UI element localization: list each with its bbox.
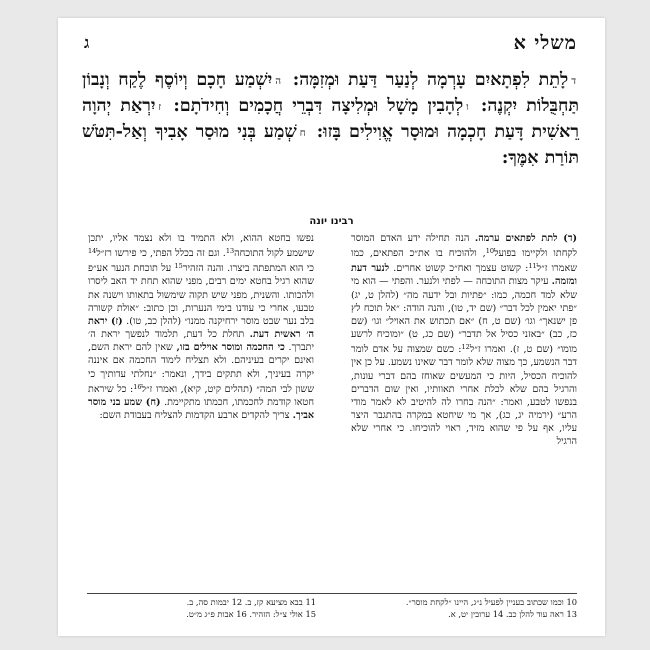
footnote-ref[interactable]: 12 xyxy=(461,343,470,352)
commentary-label: (ז) יראת ה׳ ראשית דעת. xyxy=(88,315,314,341)
commentary-text: תחלת כל דעת, תלמוד לנפשך יראת ה׳ יתברך. xyxy=(88,329,314,354)
page-number: ג xyxy=(84,33,90,52)
footnote-line: 15 אולי צ״ל: הזהיר. 16 אבות פ״ג מ״ט. xyxy=(186,609,316,619)
footnote-line: 11 בבא מציעא קז, ב. 12 יבמות סה, ב. xyxy=(186,597,316,607)
commentary-text: : כשם שמצוה על אדם לומר דבר הנשמע, כך מצוה שלא לומר דבר שאינו נשמע. על כן אין להוכיח הכסיל, היות כי המעשים שאוחז בהם דברי עונות, והרגיל בהם שלא לכלת אחרי תאוותיו, ואין שום הדברים בנפשו לטבע, ואמר: ״הנה בחרו לה להיטיב לא לאמר מודי הרע״ (ירמיה יג, כג), אך מי שיחטא במקרה בהתגבר היצר עליו, אף על פי שהוא מזיד, ראוי להוכיחו. כי אחרי שלא הרגיל xyxy=(351,344,577,448)
page-header xyxy=(84,32,577,54)
footnote-ref[interactable]: 11 xyxy=(528,262,537,271)
commentary-text: שאין להם יראת השם, ואינם יקרים בעיניהם. ולא תצליח לימוד החכמה אם איננה יקרה בעיניך, ולא תתקים בידך, ונאמר: ״נחלתי עדותיך כי ששון לבי המה״ (תהלים קיט, קיא), ואמרו ז״ל xyxy=(88,342,314,395)
verse-text: שְׁמַע בְּנִי מוּסַר אָבִיךָ וְאַל-תִּטֹּשׁ תּוֹרַת אִמֶּךָ: xyxy=(82,122,579,168)
commentary-text: נפשו בחטא ההוא, ולא התמיד בו ולא נצמד אליו, יתכן שישמע לקול התוכחה xyxy=(88,233,314,260)
verse-text: לְהָבִין מָשָׁל וּמְלִיצָה דִּבְרֵי חֲכָמִים וְחִידֹתָם: xyxy=(173,96,464,116)
verse-number: ו xyxy=(466,102,469,113)
commentary-label: (ד) לתת לפתאים ערמה. xyxy=(474,233,577,244)
footnote-ref[interactable]: 10 xyxy=(485,247,494,256)
commentary-label: כי החכמה ומוסר אוילים בזו, xyxy=(176,342,285,354)
footnote-divider xyxy=(87,593,577,594)
footnote-ref[interactable]: 14 xyxy=(88,247,97,256)
commentary-text: הנה תחילה ידע האדם המוסר לקחתו ולקיימו בפועל xyxy=(351,233,577,260)
verse-block xyxy=(82,68,579,171)
commentary-text: . וגם זה בכלל הפתי, כי פירשו רז״ל xyxy=(96,248,226,260)
footnote-ref[interactable]: 13 xyxy=(225,247,235,256)
commentary-text: : קשוט עצמך ואח״כ קשוט אחרים. xyxy=(389,263,529,275)
footnote-ref[interactable]: 16 xyxy=(133,382,142,391)
commentary-column-right xyxy=(351,232,577,592)
verse-text: לָתֵת לִפְתָאיִם עָרְמָה לְנַעַר דַּעַת וּמְזִמָּה: xyxy=(292,70,569,90)
commentary-text: כי הוא המתפתה ביצרו. והנה הזהיר xyxy=(182,263,314,275)
verse-text: יִשְׁמַע חָכָם וְיוֹסֶף לֶקַח וְנָבוֹן תַּחְבֻּלוֹת יִקְנֶה: xyxy=(82,70,580,116)
commentary-title: רבינו יונה xyxy=(309,216,354,227)
page-title: משלי א xyxy=(513,31,577,54)
verse-number: ד xyxy=(571,76,576,87)
verse-number: ה xyxy=(275,76,281,87)
commentary-text: : כל שיראת חטאו קודמת לחכמתו, חכמתו מתקיימת. xyxy=(88,383,314,408)
verse-number: ז xyxy=(158,102,162,113)
footnote-ref[interactable]: 15 xyxy=(174,262,183,271)
commentary-text: צריך להקדים ארבע הקדמות להצליח בעבודת השם: xyxy=(99,410,293,422)
commentary-column-left xyxy=(88,232,314,592)
commentary-label: לנער דעת ומזמה. xyxy=(351,263,577,288)
footnote-line: 13 ראה עוד להלן כב. 14 ערובין יט, א. xyxy=(448,609,577,619)
commentary-text: על תוכחת הנער אע״פ שהוא רגיל בחטא ימים רבים, מפני שהוא תחת יד האב ליסרו ולהכותו. והשנית, מפני שיש תקוה שימשול בתאותו וישנה את טבעו, אחרי כי עודנו בימי הנערות, וכן כתוב: ״אולת קשורה בלב נער שבט מוסר ירחיקנה ממנו״ (להלן כב, טו). xyxy=(88,263,314,327)
commentary-text: עיקר מצות התוכחה — לפתי ולנער. והפתי — הוא מי שלא למד חכמה, כמו: ״פתיות ובל ידעה מה״ (להלן ט, יג) ״פתי יאמין לכל דבר״ (שם יד, טו), והנה הודה: ״אל תוכח לץ פן ישנאך״ וגו׳ (שם ט, ח) ״אם תכתוש את האויל״ וגו׳ (שם כז, כב) ״באזני כסיל אל תדבר״ (שם כג, ט) ״ומוכיח לרשע מומו״ (שם ט, ז). ואמרו ז״ל xyxy=(350,276,577,356)
book-page xyxy=(58,18,605,636)
commentary-body xyxy=(88,232,577,592)
footnote-line: 10 וכמו שכתוב בעניין לפעיל נ״ג, היינו ״לקחת מוסר״. xyxy=(405,597,577,607)
commentary-text: , ולהוכיח בו את״כ הפתאים, כמו שאמרו ז״ל xyxy=(351,248,578,275)
footnotes-column-left xyxy=(88,596,316,620)
verse-number: ח xyxy=(299,128,306,139)
commentary-label: (ח) שמע בני מוסר אביך. xyxy=(88,396,314,422)
footnotes xyxy=(88,596,577,620)
footnotes-column-right xyxy=(349,596,577,620)
verse-text: יִרְאַת יְהוָה רֵאשִׁית דָּעַת חָכְמָה וּמוּסָר אֱוִילִים בָּזוּ: xyxy=(82,96,580,142)
